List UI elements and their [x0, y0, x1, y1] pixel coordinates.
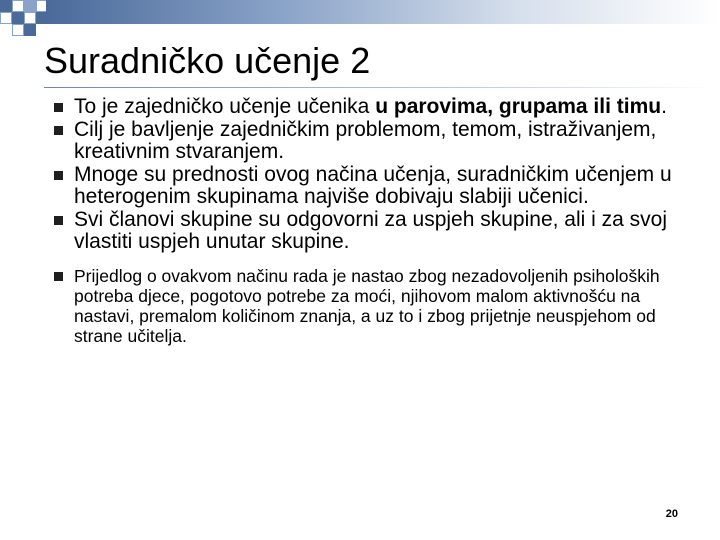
bullet-item [62, 209, 702, 254]
deco-square [12, 24, 24, 36]
page-number: 20 [665, 508, 678, 520]
deco-square [12, 12, 24, 24]
deco-square [12, 0, 24, 12]
square-bullet-icon [54, 103, 63, 112]
bullet-list [62, 96, 702, 346]
bullet-item [62, 96, 702, 119]
square-bullet-icon [54, 216, 63, 225]
header-gradient-bar [46, 0, 720, 24]
deco-square [0, 0, 12, 12]
bullet-text: . [661, 95, 667, 118]
square-bullet-icon [54, 272, 63, 281]
square-bullet-icon [54, 171, 63, 180]
bullet-item [62, 266, 702, 346]
square-bullet-icon [54, 126, 63, 135]
deco-square [24, 24, 36, 36]
deco-square [0, 12, 12, 24]
bullet-text: To je zajedničko učenje učenika [74, 95, 376, 118]
bullet-item [62, 164, 702, 209]
deco-square [24, 12, 36, 24]
title-underline [44, 87, 714, 88]
bullet-text: Mnoge su prednosti ovog načina učenja, suradničkim učenjem u heterogenim skupinama najviše dobivaju slabiji učenici. [74, 162, 672, 208]
bullet-text: Cilj je bavljenje zajedničkim problemom, temom, istraživanjem, kreativnim stvaranjem. [74, 117, 657, 163]
bullet-text: Prijedlog o ovakvom načinu rada je nastao zbog nezadovoljenih psiholoških potreba djece, pogotovo potrebe za moći, njihovom malom aktivnošću na nastavi, premalom količinom znanja, a uz to i zbog prijetnje neuspjehom od strane učitelja. [74, 265, 660, 346]
slide-title: Suradničko učenje 2 [44, 40, 371, 81]
bullet-text: Svi članovi skupine su odgovorni za uspjeh skupine, ali i za svoj vlastiti uspjeh unutar skupine. [74, 207, 667, 253]
bullet-text-bold: u parovima, grupama ili timu [375, 95, 662, 118]
bullet-item [62, 119, 702, 164]
deco-square [24, 0, 36, 12]
